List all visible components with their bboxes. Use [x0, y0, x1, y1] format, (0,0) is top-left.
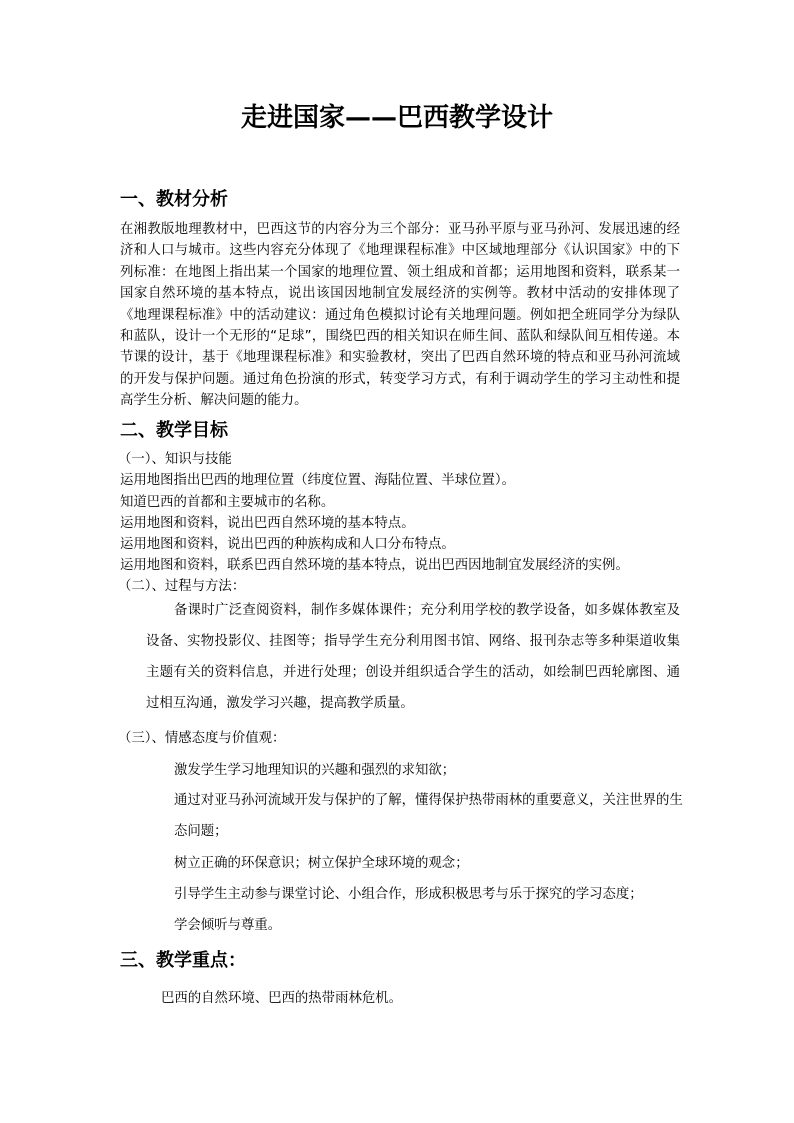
- attitude-item-3: 树立正确的环保意识；树立保护全球环境的观念；: [174, 856, 469, 871]
- analysis-paragraph: 在湘教版地理教材中，巴西这节的内容分为三个部分：亚马孙平原与亚马孙河、发展迅速的经济和人口与城市。这些内容充分体现了《地理课程标准》中区域地理部分《认识国家》中的下列标准：在地图上指出某一个国家的地理位置、领土组成和首都；运用地图和资料，联系某一国家自然环境的基本特点，说出该国因地制宜发展经济的实例等。教材中活动的安排体现了《地理课程标准》中的活动建议：通过角色模拟讨论有关地理问题。例如把全班同学分为绿队和蓝队，设计一个无形的“足球”，围绕巴西的相关知识在师生间、蓝队和绿队间互相传递。本节课的设计，基于《地理课程标准》和实验教材，突出了巴西自然环境的特点和亚马孙河流域的开发与保护问题。通过角色扮演的形式，转变学习方式，有利于调动学生的学习主动性和提高学生分析、解决问题的能力。: [120, 222, 680, 409]
- subheading-knowledge-skills: （一）、知识与技能: [118, 452, 232, 467]
- attitude-item-2: 通过对亚马孙河流域开发与保护的了解，懂得保护热带雨林的重要意义，关注世界的生态问题；: [174, 793, 683, 839]
- attitude-item-1: 激发学生学习地理知识的兴趣和强烈的求知欲；: [174, 763, 456, 778]
- knowledge-line-2: 知道巴西的首都和主要城市的名称。: [120, 495, 335, 510]
- key-points-text: 巴西的自然环境、巴西的热带雨林危机。: [161, 991, 403, 1006]
- document-title: 走进国家——巴西教学设计: [240, 103, 553, 133]
- subheading-process-methods: （二）、过程与方法：: [118, 579, 246, 594]
- section-heading-objectives: 二、教学目标: [120, 420, 228, 441]
- attitude-item-5: 学会倾听与尊重。: [174, 918, 282, 933]
- knowledge-line-3: 运用地图和资料，说出巴西自然环境的基本特点。: [120, 516, 415, 531]
- section-heading-analysis: 一、教材分析: [120, 189, 228, 210]
- attitude-item-4: 引导学生主动参与课堂讨论、小组合作，形成积极思考与乐于探究的学习态度；: [174, 887, 643, 902]
- subheading-attitudes-values: （三）、情感态度与价值观：: [118, 731, 286, 746]
- knowledge-line-5: 运用地图和资料，联系巴西自然环境的基本特点，说出巴西因地制宜发展经济的实例。: [120, 558, 629, 573]
- section-heading-key-points: 三、教学重点：: [120, 950, 246, 971]
- knowledge-line-1: 运用地图指出巴西的地理位置（纬度位置、海陆位置、半球位置）。: [120, 473, 516, 488]
- process-methods-paragraph: 备课时广泛查阅资料，制作多媒体课件；充分利用学校的教学设备，如多媒体教室及设备、实物投影仪、挂图等；指导学生充分利用图书馆、网络、报刊杂志等多种渠道收集主题有关的资料信息，并进行处理；创设并组织适合学生的活动，如绘制巴西轮廓图、通过相互沟通，激发学习兴趣，提高教学质量。: [146, 603, 680, 711]
- knowledge-line-4: 运用地图和资料，说出巴西的种族构成和人口分布特点。: [120, 537, 455, 552]
